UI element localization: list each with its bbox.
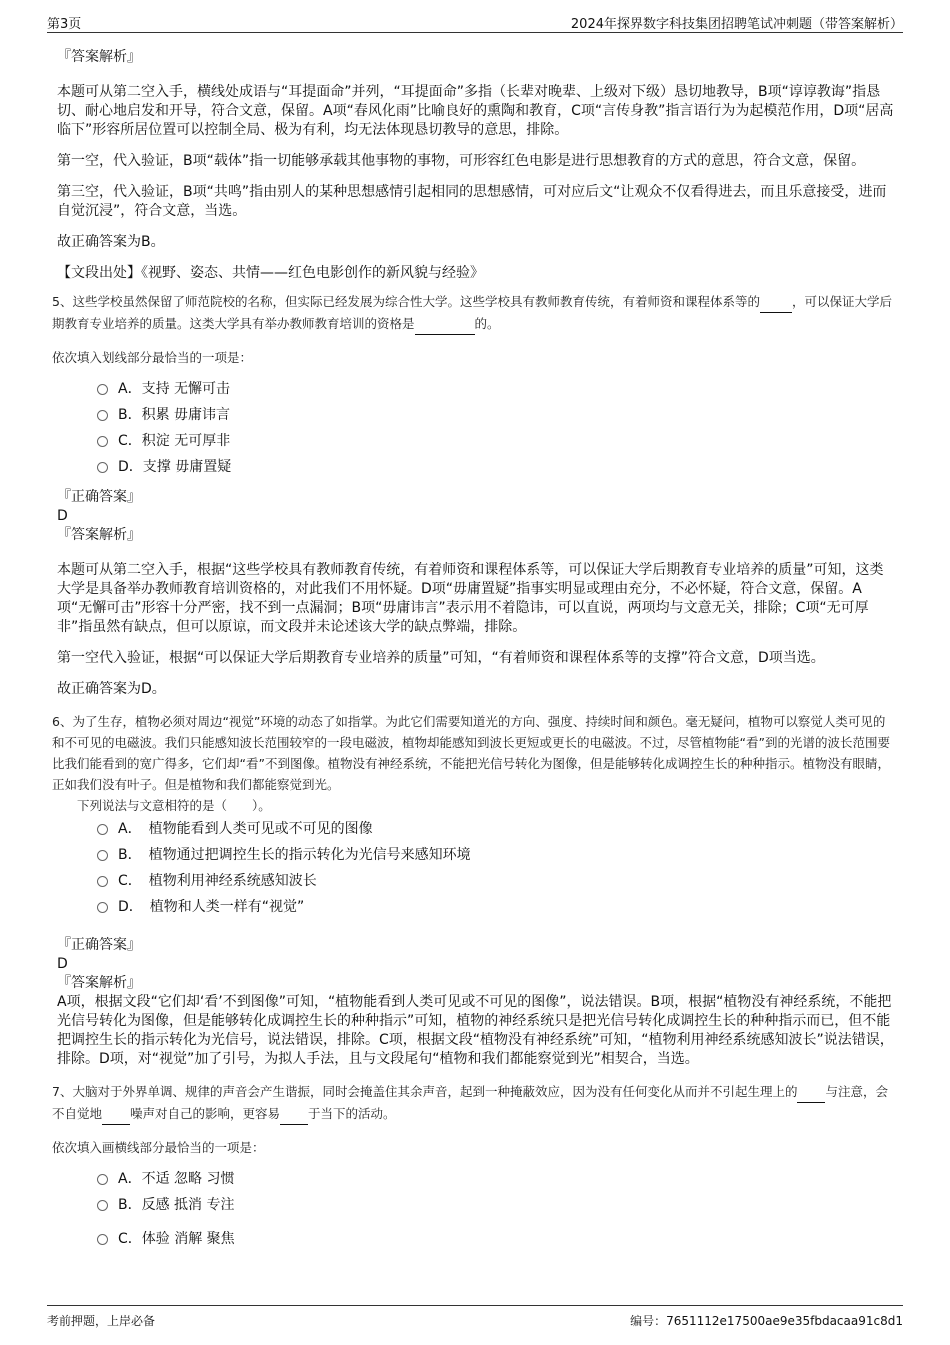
q5-option-a[interactable]: A．支持 无懈可击: [57, 376, 897, 402]
q5-answer-label: 『正确答案』: [57, 489, 141, 505]
q5-option-d[interactable]: D．支撑 毋庸置疑: [57, 454, 897, 480]
document-title: 2024年探界数字科技集团招聘笔试冲刺题（带答案解析）: [570, 17, 903, 32]
q4-analysis-p3: 第三空，代入验证，B项“共鸣”指由别人的某种思想感情引起相同的思想感情，可对应后文“让观众不仅看得进去，而且乐意接受，进而自觉沉浸”，符合文意，当选。: [57, 184, 887, 219]
radio-icon[interactable]: [97, 902, 108, 913]
q6-prompt: 下列说法与文意相符的是（ ）。: [77, 798, 271, 813]
q7-stem: 7、大脑对于外界单调、规律的声音会产生谐振，同时会掩盖住其余声音，起到一种掩蔽效应，因为没有任何变化从而并不引起生理上的 与注意，会不自觉地 噪声对自己的影响，更容易 于当下的活动。: [52, 1081, 897, 1125]
q6-option-a[interactable]: A． 植物能看到人类可见或不可见的图像: [57, 816, 897, 842]
q6-analysis-label: 『答案解析』: [57, 975, 141, 991]
page-number: 第3页: [47, 17, 82, 32]
q5-prompt: 依次填入划线部分最恰当的一项是：: [52, 350, 253, 365]
q4-analysis-label: 『答案解析』: [57, 49, 141, 65]
radio-icon[interactable]: [97, 462, 108, 473]
q7-option-a[interactable]: A．不适 忽略 习惯: [57, 1166, 897, 1192]
page-footer: [47, 1305, 903, 1328]
q6-answer-label: 『正确答案』: [57, 937, 141, 953]
q6-answer: D: [57, 956, 68, 972]
footer-slogan: 考前押题，上岸必备: [47, 1314, 156, 1328]
radio-icon[interactable]: [97, 384, 108, 395]
q7-option-b[interactable]: B．反感 抵消 专注: [57, 1192, 897, 1218]
main-content: [52, 40, 897, 1252]
document-id: 编号：7651112e17500ae9e35fbdacaa91c8d1: [630, 1314, 903, 1328]
q5-conclusion: 故正确答案为D。: [57, 681, 166, 697]
radio-icon[interactable]: [97, 1234, 108, 1245]
q4-analysis-p1: 本题可从第二空入手，横线处成语与“耳提面命”并列，“耳提面命”多指（长辈对晚辈、上级对下级）恳切地教导，B项“谆谆教诲”指恳切、耐心地启发和开导，符合文意，保留。A项“春风化雨”比喻良好的熏陶和教育，C项“言传身教”指言语行为为起模范作用，D项“居高临下”形容所居位置可以控制全局、极为有利，均无法体现恳切教导的意思，排除。: [57, 84, 894, 138]
q5-analysis-p1: 本题可从第二空入手，根据“这些学校具有教师教育传统，有着师资和课程体系等，可以保证大学后期教育专业培养的质量”可知，这类大学是具备举办教师教育培训资格的，对此我们不用怀疑。D项“毋庸置疑”指事实明显或理由充分，不必怀疑，符合文意，保留。A项“无懈可击”形容十分严密，找不到一点漏洞；B项“毋庸讳言”表示用不着隐讳，可以直说，两项均与文意无关，排除；C项“无可厚非”指虽然有缺点，但可以原谅，而文段并未论述该大学的缺点弊端，排除。: [57, 562, 884, 635]
q6-option-b[interactable]: B． 植物通过把调控生长的指示转化为光信号来感知环境: [57, 842, 897, 868]
radio-icon[interactable]: [97, 876, 108, 887]
q6-analysis-p1: A项，根据文段“它们却‘看’不到图像”可知，“植物能看到人类可见或不可见的图像”，说法错误。B项，根据“植物没有神经系统，不能把光信号转化为图像，但是能够转化成调控生长的种种指示”可知，植物的神经系统只是把光信号转化成调控生长的种种指示而已，但不能把调控生长的指示转化为光信号，说法错误，排除。C项，根据文段“植物没有神经系统”可知，“植物利用神经系统感知波长”说法错误，排除。D项，对“视觉”加了引号，为拟人手法，且与文段尾句“植物和我们都能察觉到光”相契合，当选。: [57, 994, 894, 1067]
radio-icon[interactable]: [97, 1174, 108, 1185]
q7-option-c[interactable]: C．体验 消解 聚焦: [57, 1226, 897, 1252]
q5-option-c[interactable]: C．积淀 无可厚非: [57, 428, 897, 454]
radio-icon[interactable]: [97, 1200, 108, 1211]
q4-analysis-p2: 第一空，代入验证，B项“载体”指一切能够承载其他事物的事物，可形容红色电影是进行思想教育的方式的意思，符合文意，保留。: [57, 153, 866, 169]
radio-icon[interactable]: [97, 436, 108, 447]
q5-analysis-label: 『答案解析』: [57, 527, 141, 543]
q4-conclusion: 故正确答案为B。: [57, 234, 165, 250]
q5-stem: 5、这些学校虽然保留了师范院校的名称，但实际已经发展为综合性大学。这些学校具有教师教育传统，有着师资和课程体系等的 ，可以保证大学后期教育专业培养的质量。这类大学具有举办教师教育培训的资格是 的。: [52, 291, 897, 335]
q6-option-d[interactable]: D． 植物和人类一样有“视觉”: [57, 894, 897, 920]
q6-stem: 6、为了生存，植物必须对周边“视觉”环境的动态了如指掌。为此它们需要知道光的方向、强度、持续时间和颜色。毫无疑问，植物可以察觉人类可见的和不可见的电磁波。我们只能感知波长范围较窄的一段电磁波，植物却能感知到波长更短或更长的电磁波。不过，尽管植物能“看”到的光谱的波长范围要比我们能看到的宽广得多，它们却“看”不到图像。植物没有神经系统，不能把光信号转化为图像，但是能够转化成调控生长的种种指示。植物没有眼睛，正如我们没有叶子。但是植物和我们都能察觉到光。: [52, 714, 890, 792]
q7-prompt: 依次填入画横线部分最恰当的一项是：: [52, 1140, 265, 1155]
q4-source: 【文段出处】《视野、姿态、共情——红色电影创作的新风貌与经验》: [57, 265, 484, 281]
page-header: [47, 10, 903, 33]
radio-icon[interactable]: [97, 410, 108, 421]
radio-icon[interactable]: [97, 824, 108, 835]
q5-option-b[interactable]: B．积累 毋庸讳言: [57, 402, 897, 428]
q5-answer: D: [57, 508, 68, 524]
q6-option-c[interactable]: C． 植物利用神经系统感知波长: [57, 868, 897, 894]
radio-icon[interactable]: [97, 850, 108, 861]
q5-analysis-p2: 第一空代入验证，根据“可以保证大学后期教育专业培养的质量”可知，“有着师资和课程体系等的支撑”符合文意，D项当选。: [57, 650, 825, 666]
